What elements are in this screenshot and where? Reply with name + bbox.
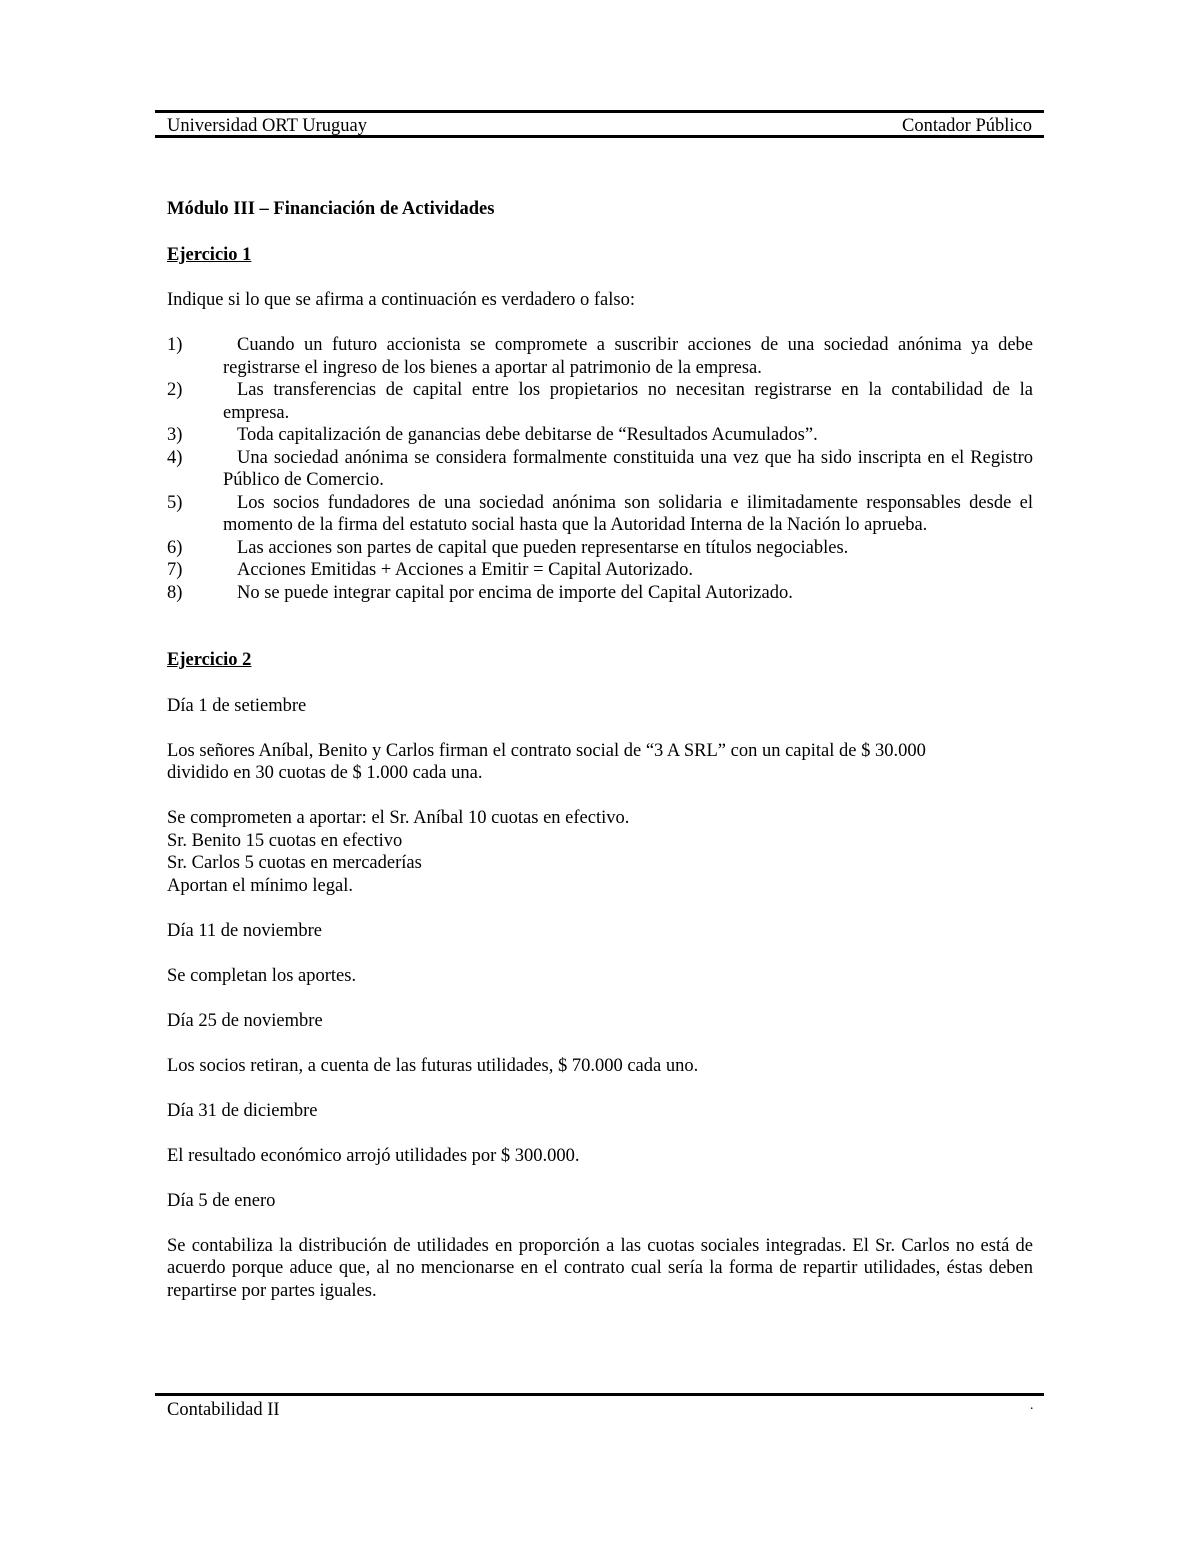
date-heading: Día 25 de noviembre xyxy=(167,1010,323,1031)
list-item-text: Los socios fundadores de una sociedad anónima son solidaria e ilimitadamente responsables desde el momento de la firma del estatuto social hasta que la Autoridad Interna de la Nación lo aprueba. xyxy=(223,492,1033,535)
paragraph-line: Se comprometen a aportar: el Sr. Aníbal 10 cuotas en efectivo. xyxy=(167,808,630,828)
list-item xyxy=(167,424,1033,447)
list-item xyxy=(167,559,1033,582)
date-heading: Día 5 de enero xyxy=(167,1190,276,1211)
paragraph-commitments xyxy=(167,807,1033,897)
list-item xyxy=(167,492,1033,537)
list-item-text: No se puede integrar capital por encima de importe del Capital Autorizado. xyxy=(237,582,793,603)
list-item xyxy=(167,379,1033,424)
page-header xyxy=(155,110,1044,138)
paragraph-line: dividido en 30 cuotas de $ 1.000 cada una. xyxy=(167,763,483,783)
paragraph-line: Aportan el mínimo legal. xyxy=(167,875,353,896)
paragraph-line: Sr. Carlos 5 cuotas en mercaderías xyxy=(167,853,422,873)
date-heading: Día 11 de noviembre xyxy=(167,920,322,941)
list-item-number: 4) xyxy=(167,447,183,468)
list-item xyxy=(167,447,1033,492)
list-item-number: 6) xyxy=(167,537,183,558)
paragraph-line: Sr. Benito 15 cuotas en efectivo xyxy=(167,830,403,851)
list-item-number: 5) xyxy=(167,492,183,513)
list-item-number: 7) xyxy=(167,560,183,580)
list-item-number: 8) xyxy=(167,582,183,603)
ejercicio-2-title: Ejercicio 2 xyxy=(167,650,252,670)
date-heading: Día 1 de setiembre xyxy=(167,695,307,716)
list-item-text: Toda capitalización de ganancias debe debitarse de “Resultados Acumulados”. xyxy=(237,425,818,445)
list-item xyxy=(167,582,1033,605)
paragraph-line: Los señores Aníbal, Benito y Carlos firman el contrato social de “3 A SRL” con un capital de $ 30.000 xyxy=(167,740,926,761)
list-item-text: Acciones Emitidas + Acciones a Emitir = Capital Autorizado. xyxy=(237,560,694,580)
paragraph-distribution: Se contabiliza la distribución de utilidades en proporción a las cuotas sociales integradas. El Sr. Carlos no está de acuerdo porque aduce que, al no mencionarse en el contrato cual sería la forma de repartir utilidades, éstas deben repartirse por partes iguales. xyxy=(167,1235,1033,1301)
list-item xyxy=(167,537,1033,560)
footer-page-number: · xyxy=(1029,1402,1034,1417)
section-spacer xyxy=(167,627,1033,650)
list-item-number: 1) xyxy=(167,335,183,355)
page-footer xyxy=(155,1393,1044,1421)
paragraph-text: Los socios retiran, a cuenta de las futuras utilidades, $ 70.000 cada uno. xyxy=(167,1055,699,1076)
header-program: Contador Público xyxy=(901,116,1032,136)
paragraph-text: Se completan los aportes. xyxy=(167,965,357,986)
header-institution: Universidad ORT Uruguay xyxy=(167,116,367,136)
document-body xyxy=(167,198,1033,1325)
date-heading: Día 31 de diciembre xyxy=(167,1100,318,1121)
paragraph-text: El resultado económico arrojó utilidades por $ 300.000. xyxy=(167,1145,580,1166)
module-title: Módulo III – Financiación de Actividades xyxy=(167,199,495,219)
list-item-text: Una sociedad anónima se considera formalmente constituida una vez que ha sido inscripta en el Registro Público de Comercio. xyxy=(223,447,1033,490)
list-item-number: 2) xyxy=(167,380,183,400)
list-item-number: 3) xyxy=(167,425,183,445)
list-item xyxy=(167,334,1033,379)
ejercicio-1-intro: Indique si lo que se afirma a continuación es verdadero o falso: xyxy=(167,290,635,310)
list-item-text: Las transferencias de capital entre los propietarios no necesitan registrarse en la contabilidad de la empresa. xyxy=(223,380,1033,423)
ejercicio-1-list xyxy=(167,334,1033,604)
list-item-text: Cuando un futuro accionista se compromete a suscribir acciones de una sociedad anónima ya debe registrarse el ingreso de los bienes a aportar al patrimonio de la empresa. xyxy=(223,335,1033,378)
ejercicio-1-title: Ejercicio 1 xyxy=(167,244,252,265)
list-item-text: Las acciones son partes de capital que pueden representarse en títulos negociables. xyxy=(237,537,849,558)
footer-course: Contabilidad II xyxy=(167,1400,280,1420)
paragraph-contract xyxy=(167,740,1033,785)
